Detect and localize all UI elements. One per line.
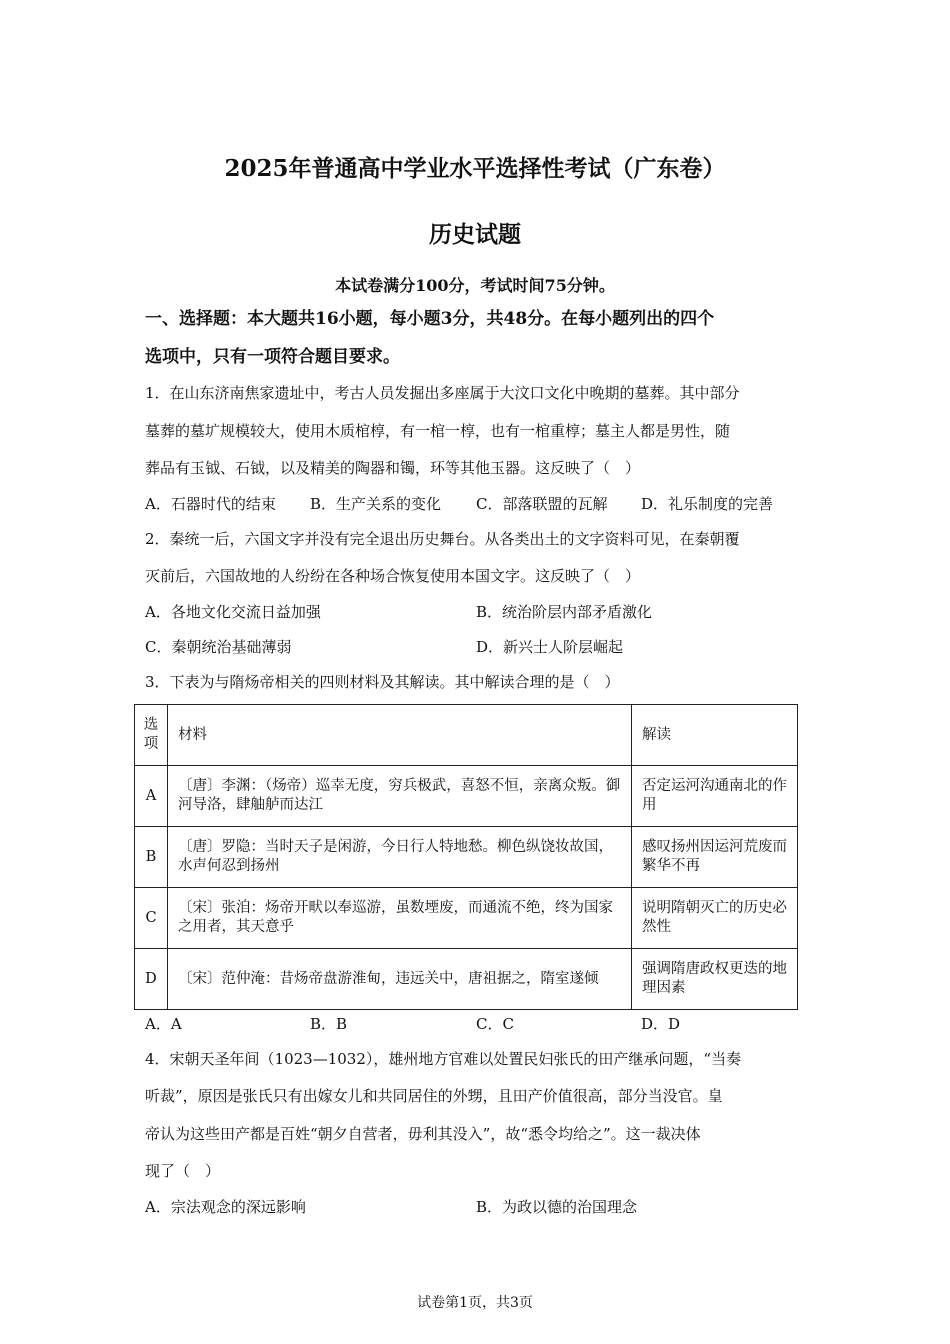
- row-option: D: [135, 949, 168, 1010]
- header-material: 材料: [168, 705, 632, 766]
- q3-stem: 3．下表为与隋炀帝相关的四则材料及其解读。其中解读合理的是（ ）: [145, 673, 620, 691]
- q1-option-a: A．石器时代的结束: [145, 495, 276, 513]
- q2-option-c: C．秦朝统治基础薄弱: [145, 638, 292, 656]
- q1-option-d: D．礼乐制度的完善: [641, 495, 774, 513]
- header-option: 选项: [135, 705, 168, 766]
- q4-stem-line1: 4．宋朝天圣年间（1023—1032），雄州地方官难以处置民妇张氏的田产继承问题，“当奏: [145, 1050, 742, 1068]
- row-reading: 说明隋朝灭亡的历史必然性: [632, 888, 798, 949]
- header-reading: 解读: [632, 705, 798, 766]
- q3-option-c: C．C: [476, 1015, 514, 1033]
- q1-stem-line3: 葬品有玉钺、石钺，以及精美的陶器和镯，环等其他玉器。这反映了（ ）: [145, 459, 641, 477]
- table-row: [135, 949, 798, 1010]
- table-row: [135, 888, 798, 949]
- row-material: 〔宋〕张洎：炀帝开畎以奉巡游，虽数堙废，而通流不绝，终为国家之用者，其天意乎: [168, 888, 632, 949]
- q3-option-d: D．D: [641, 1015, 681, 1033]
- row-option: A: [135, 766, 168, 827]
- q3-option-a: A．A: [145, 1015, 182, 1033]
- q4-stem-line4: 现了（ ）: [145, 1162, 221, 1180]
- table-row: [135, 766, 798, 827]
- q1-stem-line1: 1．在山东济南焦家遗址中，考古人员发掘出多座属于大汶口文化中晚期的墓葬。其中部分: [145, 384, 740, 402]
- exam-title: 2025年普通高中学业水平选择性考试（广东卷）: [224, 155, 726, 182]
- q4-stem-line2: 听裁”，原因是张氏只有出嫁女儿和共同居住的外甥，且田产价值很高，部分当没官。皇: [145, 1087, 723, 1105]
- section-heading-line1: 一、选择题：本大题共16小题，每小题3分，共48分。在每小题列出的四个: [145, 309, 715, 329]
- table-row: [135, 827, 798, 888]
- section-heading-line2: 选项中，只有一项符合题目要求。: [145, 347, 400, 367]
- row-material: 〔唐〕罗隐：当时天子是闲游，今日行人特地愁。柳色纵饶妆故国，水声何忍到扬州: [168, 827, 632, 888]
- row-reading: 感叹扬州因运河荒废而繁华不再: [632, 827, 798, 888]
- q1-stem-line2: 墓葬的墓圹规模较大，使用木质棺椁，有一棺一椁，也有一棺重椁；墓主人都是男性，随: [145, 422, 731, 440]
- q2-option-a: A．各地文化交流日益加强: [145, 603, 321, 621]
- q2-option-b: B．统治阶层内部矛盾激化: [476, 603, 653, 621]
- row-material: 〔唐〕李渊：（炀帝）巡幸无度，穷兵极武，喜怒不恒，亲离众叛。御河导洛，肆舳舻而达江: [168, 766, 632, 827]
- row-reading: 否定运河沟通南北的作用: [632, 766, 798, 827]
- q2-option-d: D．新兴士人阶层崛起: [476, 638, 624, 656]
- row-material: 〔宋〕范仲淹：昔炀帝盘游淮甸，违远关中，唐祖据之，隋室遂倾: [168, 949, 632, 1010]
- row-option: C: [135, 888, 168, 949]
- row-option: B: [135, 827, 168, 888]
- q2-stem-line1: 2．秦统一后，六国文字并没有完全退出历史舞台。从各类出土的文字资料可见，在秦朝覆: [145, 530, 740, 548]
- table-header-row: [135, 705, 798, 766]
- q3-option-b: B．B: [310, 1015, 348, 1033]
- page-footer: 试卷第1页，共3页: [417, 1295, 533, 1311]
- q1-option-b: B．生产关系的变化: [310, 495, 442, 513]
- q4-option-b: B．为政以德的治国理念: [476, 1198, 638, 1216]
- exam-note: 本试卷满分100分，考试时间75分钟。: [335, 276, 615, 295]
- q3-table: [134, 704, 798, 1010]
- q1-option-c: C．部落联盟的瓦解: [476, 495, 608, 513]
- q4-option-a: A．宗法观念的深远影响: [145, 1198, 306, 1216]
- q2-stem-line2: 灭前后，六国故地的人纷纷在各种场合恢复使用本国文字。这反映了（ ）: [145, 567, 641, 585]
- q4-stem-line3: 帝认为这些田产都是百姓“朝夕自营者，毋利其没入”，故“悉令均给之”。这一裁决体: [145, 1125, 701, 1143]
- row-reading: 强调隋唐政权更迭的地理因素: [632, 949, 798, 1010]
- exam-subtitle: 历史试题: [429, 221, 521, 248]
